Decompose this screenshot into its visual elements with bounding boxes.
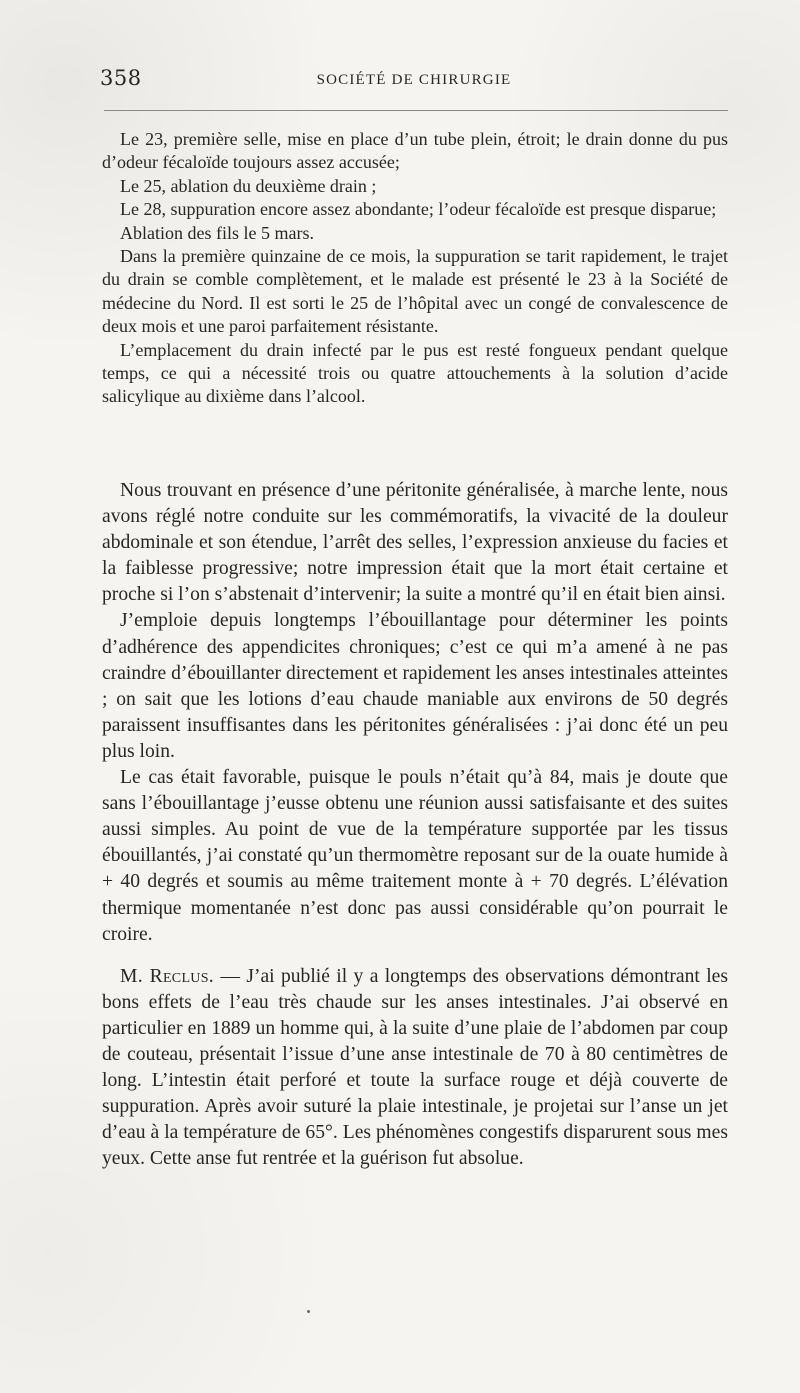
speaker-text: — J’ai publié il y a longtemps des observations démontrant les bons effets de l’eau très chaude sur les anses intestinales. J’ai observé en particulier en 1889 un homme qui, à la suite d’une plaie de l’abdomen par coup de couteau, présentait l’issue d’une anse intestinale de 70 à 80 centimètres de long. L’intestin était perforé et toute la surface rouge et déjà couverte de suppuration. Après avoir suturé la plaie intestinale, je projetai sur l’anse un jet d’eau à la température de 65°. Les phénomènes congestifs disparurent sous mes yeux. Cette anse fut rentrée et la guérison fut absolue.: [102, 965, 728, 1170]
speaker-name: M. Reclus.: [120, 965, 214, 987]
ink-dot: [307, 1310, 310, 1313]
header-rule: [104, 110, 728, 111]
clinical-notes: [102, 128, 728, 409]
page-header: [100, 66, 728, 94]
discussion-text: [102, 478, 728, 1172]
note-paragraph: Le 25, ablation du deuxième drain ;: [120, 175, 377, 196]
discussion-paragraph: J’emploie depuis longtemps l’ébouillantage pour déterminer les points d’adhérence des appendicites chroniques; c’est ce qui m’a amené à ne pas craindre d’ébouillanter directement et rapidement les anses intestinales atteintes ; on sait que les lotions d’eau chaude maniable aux environs de 50 degrés paraissent insuffisantes dans les péritonites généralisées : j’ai donc été un peu plus loin.: [102, 610, 728, 762]
note-paragraph: Le 23, première selle, mise en place d’un tube plein, étroit; le drain donne du pus d’odeur fécaloïde toujours assez accusée;: [102, 129, 728, 173]
note-paragraph: Dans la première quinzaine de ce mois, la suppuration se tarit rapidement, le trajet du drain se comble complètement, et le malade est présenté le 23 à la Société de médecine du Nord. Il est sorti le 25 de l’hôpital avec un congé de convalescence de deux mois et une paroi parfaitement résistante.: [102, 246, 728, 337]
discussion-paragraph: Le cas était favorable, puisque le pouls n’était qu’à 84, mais je doute que sans l’ébouillantage j’eusse obtenu une réunion aussi satisfaisante et des suites aussi simples. Au point de vue de la température supportée par les tissus ébouillantés, j’ai constaté qu’un thermomètre reposant sur de la ouate humide à + 40 degrés et soumis au même traitement monte à + 70 degrés. L’élévation thermique momentanée n’est donc pas aussi considérable qu’on pourrait le croire.: [102, 767, 728, 945]
note-paragraph: Ablation des fils le 5 mars.: [120, 222, 314, 243]
reclus-paragraph: [102, 964, 728, 1173]
note-paragraph: L’emplacement du drain infecté par le pus est resté fongueux pendant quelque temps, ce qui a nécessité trois ou quatre attouchements à la solution d’acide salicylique au dixième dans l’alcool.: [102, 339, 728, 407]
note-paragraph: Le 28, suppuration encore assez abondante; l’odeur fécaloïde est presque disparue;: [120, 199, 717, 220]
discussion-paragraph: Nous trouvant en présence d’une péritonite généralisée, à marche lente, nous avons réglé notre conduite sur les commémoratifs, la vivacité de la douleur abdominale et son étendue, l’arrêt des selles, l’expression anxieuse du facies et la faiblesse progressive; notre impression était que la mort était certaine et proche si l’on s’abstenait d’intervenir; la suite a montré qu’il en était bien ainsi.: [102, 480, 728, 606]
page-number: 358: [100, 66, 142, 90]
running-title: SOCIÉTÉ DE CHIRURGIE: [316, 72, 512, 88]
